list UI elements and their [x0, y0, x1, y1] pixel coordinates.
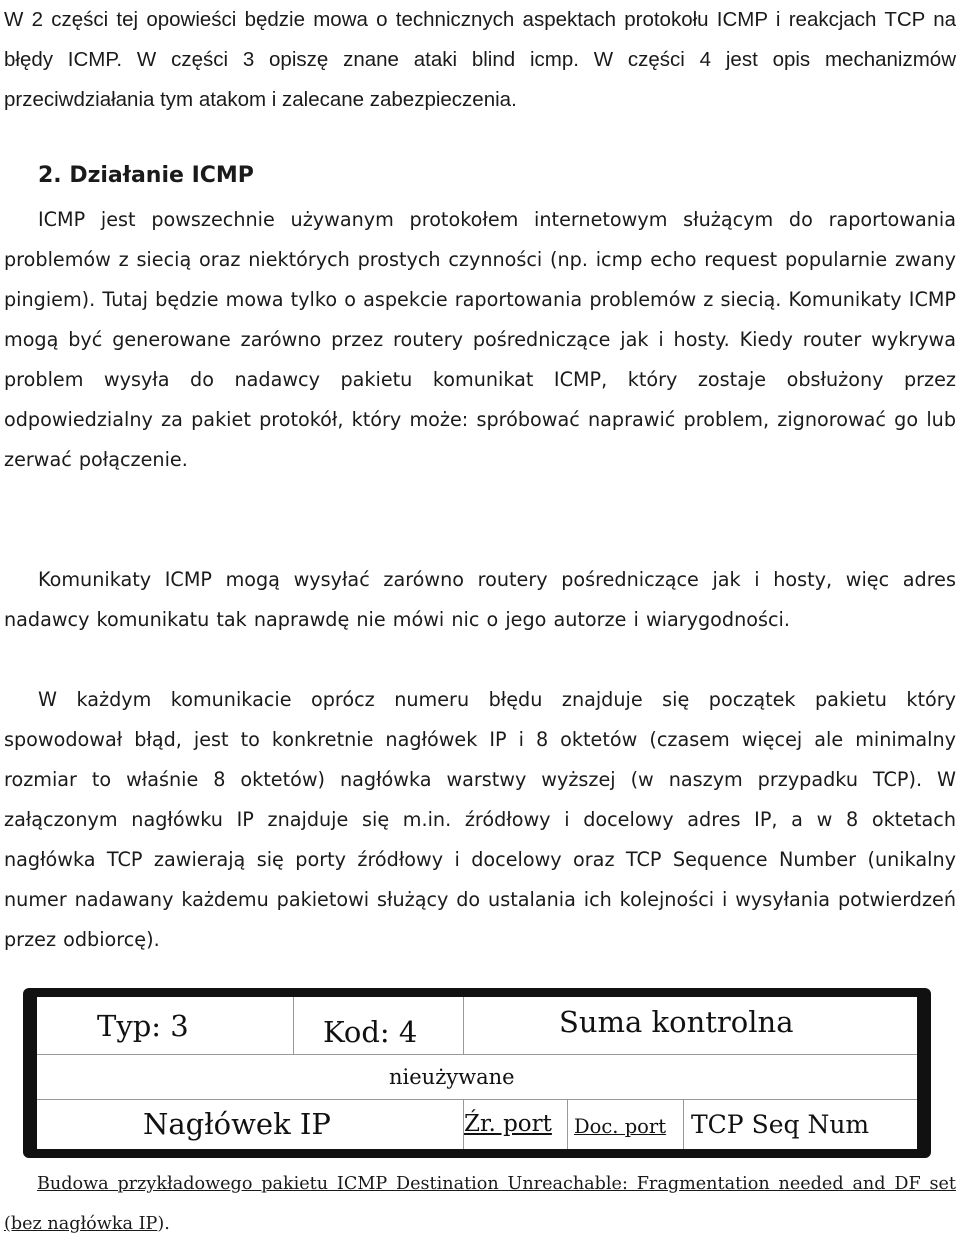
column-divider	[463, 997, 464, 1054]
field-type: Typ: 3	[97, 1008, 189, 1043]
icmp-packet-diagram	[23, 988, 931, 1158]
diagram-inner	[37, 997, 917, 1149]
field-checksum: Suma kontrolna	[559, 1004, 794, 1039]
column-divider	[293, 997, 294, 1054]
paragraph-icmp-payload: W każdym komunikacie oprócz numeru błędu znajduje się początek pakietu który spowodował błąd, jest to konkretnie nagłówek IP i 8 oktetów (czasem więcej ale minimalny rozmiar to właśnie 8 oktetów) nagłówka warstwy wyższej (w naszym przypadku TCP). W załączonym nagłówku IP znajduje się m.in. źródłowy i docelowy adres IP, a w 8 oktetach nagłówka TCP zawierają się porty źródłowy i docelowy oraz TCP Sequence Number (unikalny numer nadawany każdemu pakietowi służący do ustalania ich kolejności i wysyłania potwierdzeń przez odbiorcę).	[4, 688, 956, 951]
paragraph-icmp-senders: Komunikaty ICMP mogą wysyłać zarówno routery pośredniczące jak i hosty, więc adres nadawcy komunikatu tak naprawdę nie mówi nic o jego autorze i wiarygodności.	[4, 568, 956, 631]
field-unused: nieużywane	[389, 1064, 515, 1089]
diagram-caption	[4, 1164, 956, 1244]
section-heading: 2. Działanie ICMP	[38, 163, 254, 188]
field-source-port: Źr. port	[464, 1111, 552, 1137]
caption-text: Budowa przykładowego pakietu ICMP Destination Unreachable: Fragmentation needed and DF set (bez nagłówka IP	[4, 1174, 956, 1234]
field-code: Kod: 4	[323, 1014, 418, 1049]
intro-paragraph: W 2 części tej opowieści będzie mowa o technicznych aspektach protokołu ICMP i reakcjach TCP na błędy ICMP. W części 3 opiszę znane ataki blind icmp. W części 4 jest opis mechanizmów przeciwdziałania tym atakom i zalecane zabezpieczenia.	[4, 8, 956, 111]
field-destination-port: Doc. port	[574, 1114, 667, 1138]
field-ip-header: Nagłówek IP	[143, 1107, 331, 1141]
caption-end: ).	[157, 1214, 170, 1234]
column-divider	[567, 1099, 568, 1149]
field-tcp-seq: TCP Seq Num	[691, 1109, 870, 1139]
paragraph-icmp-description: ICMP jest powszechnie używanym protokołem internetowym służącym do raportowania problemów z siecią oraz niektórych prostych czynności (np. icmp echo request popularnie zwany pingiem). Tutaj będzie mowa tylko o aspekcie raportowania problemów z siecią. Komunikaty ICMP mogą być generowane zarówno przez routery pośredniczące jak i hosty. Kiedy router wykrywa problem wysyła do nadawcy pakietu komunikat ICMP, który zostaje obsłużony przez odpowiedzialny za pakiet protokół, który może: spróbować naprawić problem, zignorować go lub zerwać połączenie.	[4, 208, 956, 471]
column-divider	[683, 1099, 684, 1149]
